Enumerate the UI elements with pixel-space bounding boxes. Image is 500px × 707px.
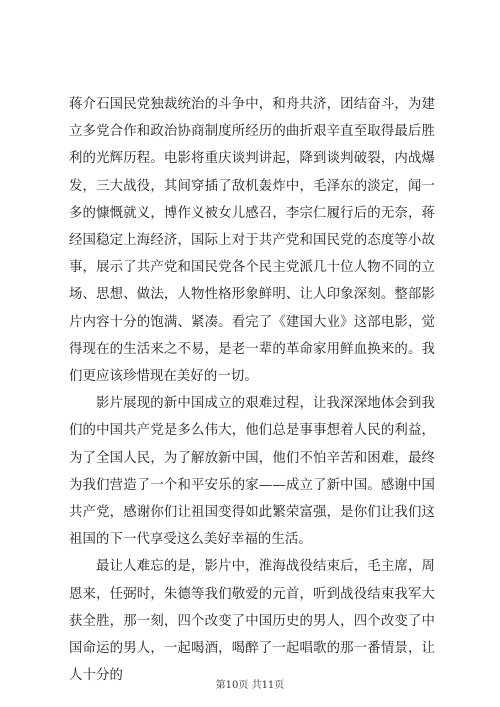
paragraph-3: 最让人难忘的是，影片中，淮海战役结束后，毛主席，周恩来，任弼时，朱德等我们敬爱的元首，听到战役结束我军大获全胜，那一刻，四个改变了中国历史的男人，四个改变了中国命运的男人，一起喝酒，喝醉了一起唱歌的那一番情景，让人十分的 bbox=[69, 559, 435, 684]
page-number-footer: 第10页 共11页 bbox=[215, 680, 285, 691]
paragraph-2: 影片展现的新中国成立的艰难过程，让我深深地体会到我们的中国共产党是多么伟大，他们总是事事想着人民的利益，为了全国人民，为了解放新中国，他们不怕辛苦和困难，最终为我们营造了一个和平安乐的家——成立了新中国。感谢中国共产党，感谢你们让祖国变得如此繁荣富强，是你们让我们这祖国的下一代享受这么美好幸福的生活。 bbox=[69, 396, 435, 548]
paragraph-1: 蒋介石国民党独裁统治的斗争中，和舟共济，团结奋斗，为建立多党合作和政治协商制度所经历的曲折艰辛直至取得最后胜利的光辉历程。电影将重庆谈判讲起，降到谈判破裂，内战爆发，三大战役，其间穿插了敌机轰炸中，毛泽东的淡定，闻一多的慷慨就义，博作义被女儿感召，李宗仁履行后的无奈，蒋经国稳定上海经济，国际上对于共产党和国民党的态度等小故事，展示了共产党和国民党各个民主党派几十位人物不同的立场、思想、做法，人物性格形象鲜明、让人印象深刻。整部影片内容十分的饱满、紧凑。看完了《建国大业》这部电影，觉得现在的生活来之不易，是老一辈的革命家用鲜血换来的。我们更应该珍惜现在美好的一切。 bbox=[69, 97, 435, 385]
document-body bbox=[69, 91, 435, 689]
